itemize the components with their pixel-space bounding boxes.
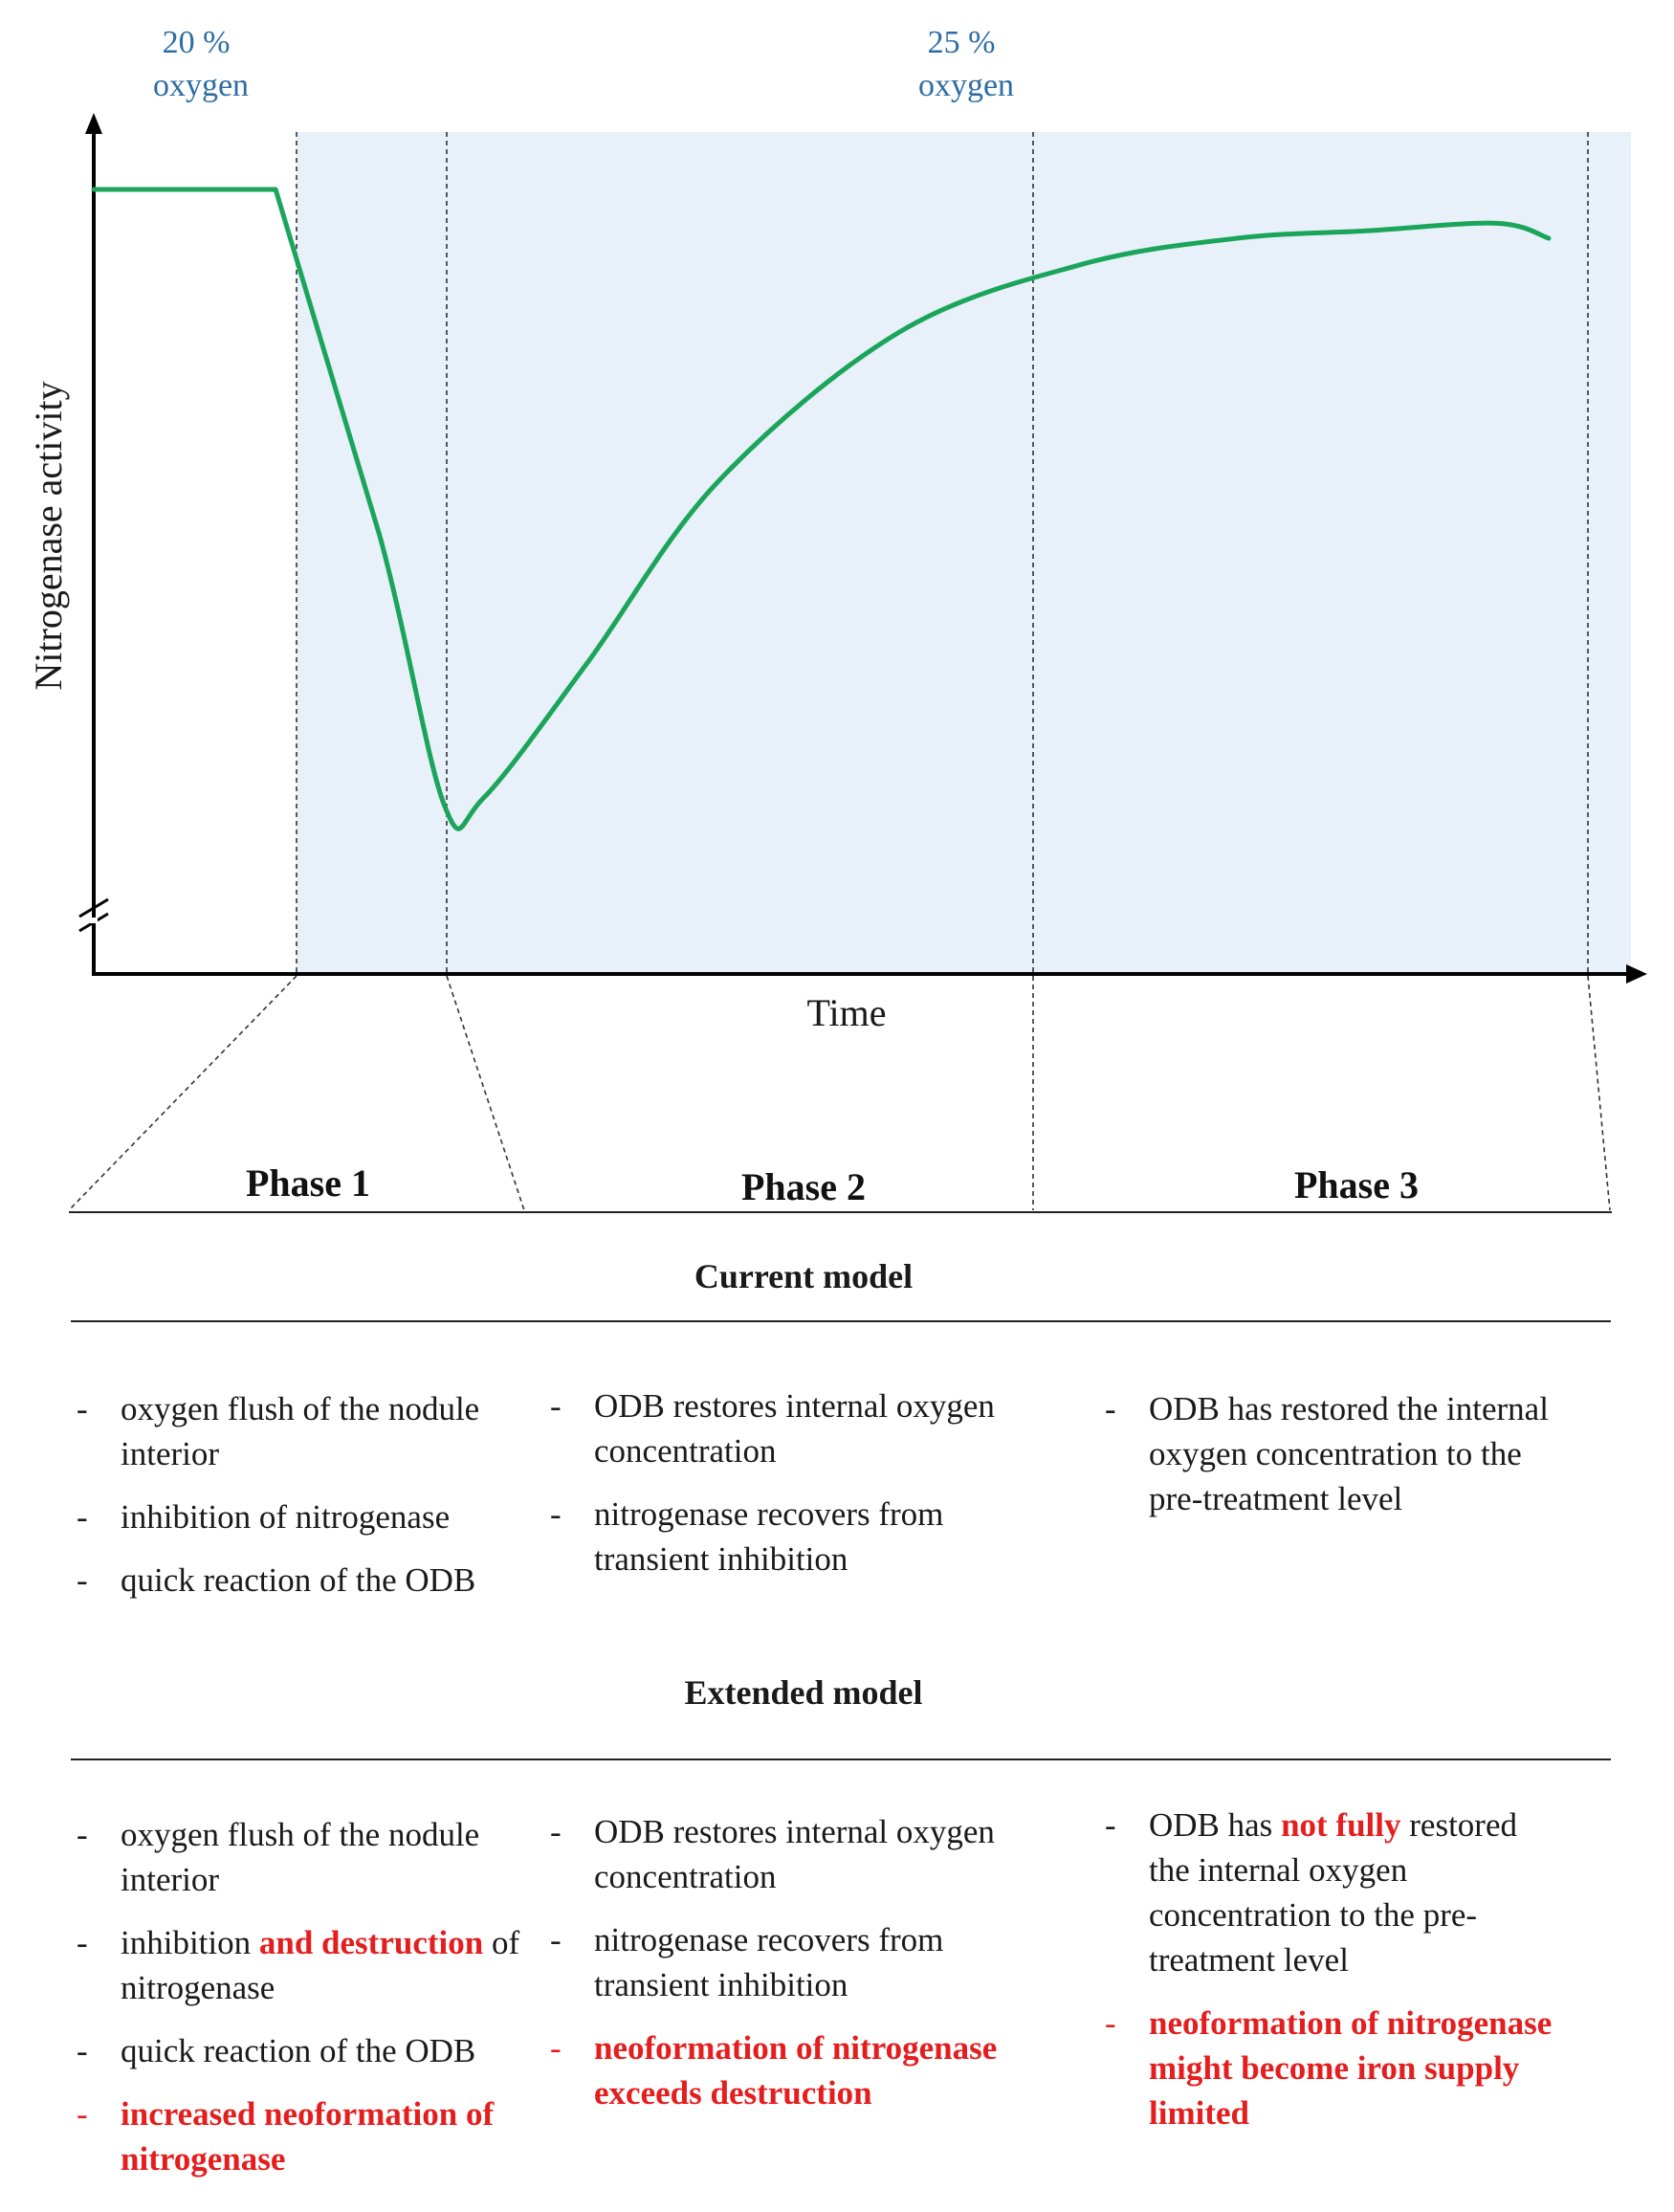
bullet-dash: - [550,1921,562,1958]
bullet-dash: - [77,1561,88,1599]
bullet-dash: - [77,2095,88,2133]
bullet-dash: - [77,1390,88,1427]
extended-model-phase-1-item-3 [77,2028,536,2073]
zoom-guide-line-2 [447,976,524,1210]
current-model-phase-1-item-2 [77,1494,536,1539]
extended-model-phase-1-item-1 [77,1812,536,1902]
item-text: of nitrogenase [121,1924,520,2006]
extended-model-divider [71,1759,1611,1760]
bullet-dash: - [1105,1390,1116,1427]
highlighted-text: neoformation of nitrogenase exceeds destruction [594,2029,998,2112]
shaded-region-25-percent-oxygen [297,132,1631,974]
item-text: ODB restores internal oxygen concentration [594,1813,995,1895]
extended-model-phase-2-item-3 [550,2025,1009,2115]
extended-model-phase-1-item-4 [77,2091,536,2181]
current-model-phase-1-list [77,1386,536,1621]
oxygen-label-high-line2: oxygen [917,68,1015,103]
oxygen-label-low-line1: 20 % [162,25,231,60]
item-text: quick reaction of the ODB [121,1561,476,1599]
zoom-guide-line-3 [1588,976,1610,1210]
y-axis-arrowhead [85,113,102,134]
bullet-dash: - [1105,1806,1116,1844]
current-model-phase-3-item-1 [1105,1386,1564,1521]
extended-model-phase-2-item-1 [550,1809,1009,1899]
bullet-dash: - [77,2032,88,2069]
extended-model-phase-1-item-2 [77,1920,536,2010]
oxygen-label-low-line2: oxygen [152,68,250,103]
item-text: nitrogenase recovers from transient inhibition [594,1921,944,2003]
current-model-divider [71,1320,1611,1322]
extended-model-title: Extended model [684,1673,923,1712]
item-text: quick reaction of the ODB [121,2032,476,2069]
bullet-dash: - [550,2029,562,2067]
item-text: ODB has restored the internal oxygen concentration to the pre-treatment level [1149,1390,1549,1517]
highlighted-text: neoformation of nitrogenase might become iron supply limited [1149,2004,1553,2132]
item-text: ODB has [1149,1806,1282,1844]
current-model-phase-2-item-2 [550,1492,1009,1582]
phase-3-label: Phase 3 [1294,1163,1419,1206]
highlighted-text: not fully [1281,1806,1401,1844]
bullet-dash: - [550,1813,562,1850]
highlighted-text: and destruction [258,1924,484,1961]
high-oxygen-shading [297,132,1631,974]
bullet-dash: - [77,1816,88,1853]
bullet-dash: - [1105,2004,1116,2042]
item-text: nitrogenase recovers from transient inhibition [594,1495,944,1578]
extended-model-phase-3-item-1 [1105,1803,1564,1982]
current-model-phase-1-item-3 [77,1558,536,1603]
extended-model-phase-2-list [550,1809,1009,2134]
x-axis-arrowhead [1626,964,1647,984]
extended-model-phase-3-list [1105,1803,1564,2154]
item-text: inhibition [121,1924,259,1961]
item-text: inhibition of nitrogenase [121,1498,451,1536]
item-text: ODB restores internal oxygen concentration [594,1387,995,1470]
item-text: oxygen flush of the nodule interior [121,1816,480,1898]
current-model-phase-2-item-1 [550,1383,1009,1473]
phase-1-label: Phase 1 [246,1161,370,1205]
item-text: restored the internal oxygen concentration to the pre-treatment level [1149,1806,1517,1979]
current-model-phase-1-item-1 [77,1386,536,1476]
x-axis-label: Time [806,991,887,1034]
bullet-dash: - [77,1498,88,1536]
extended-model-phase-3-item-2 [1105,2001,1564,2135]
phase-2-label: Phase 2 [741,1165,866,1208]
bullet-dash: - [550,1495,562,1533]
extended-model-phase-2-item-2 [550,1917,1009,2007]
current-model-title: Current model [694,1257,914,1295]
current-model-phase-2-list [550,1383,1009,1600]
axis-break-gap [90,918,98,923]
bullet-dash: - [550,1387,562,1425]
bullet-dash: - [77,1924,88,1961]
y-axis-label: Nitrogenase activity [27,381,70,691]
item-text: oxygen flush of the nodule interior [121,1390,480,1472]
extended-model-phase-1-list [77,1812,536,2200]
current-model-phase-3-list [1105,1386,1564,1539]
oxygen-label-high-line1: 25 % [927,25,996,60]
highlighted-text: increased neoformation of nitrogenase [121,2095,495,2178]
